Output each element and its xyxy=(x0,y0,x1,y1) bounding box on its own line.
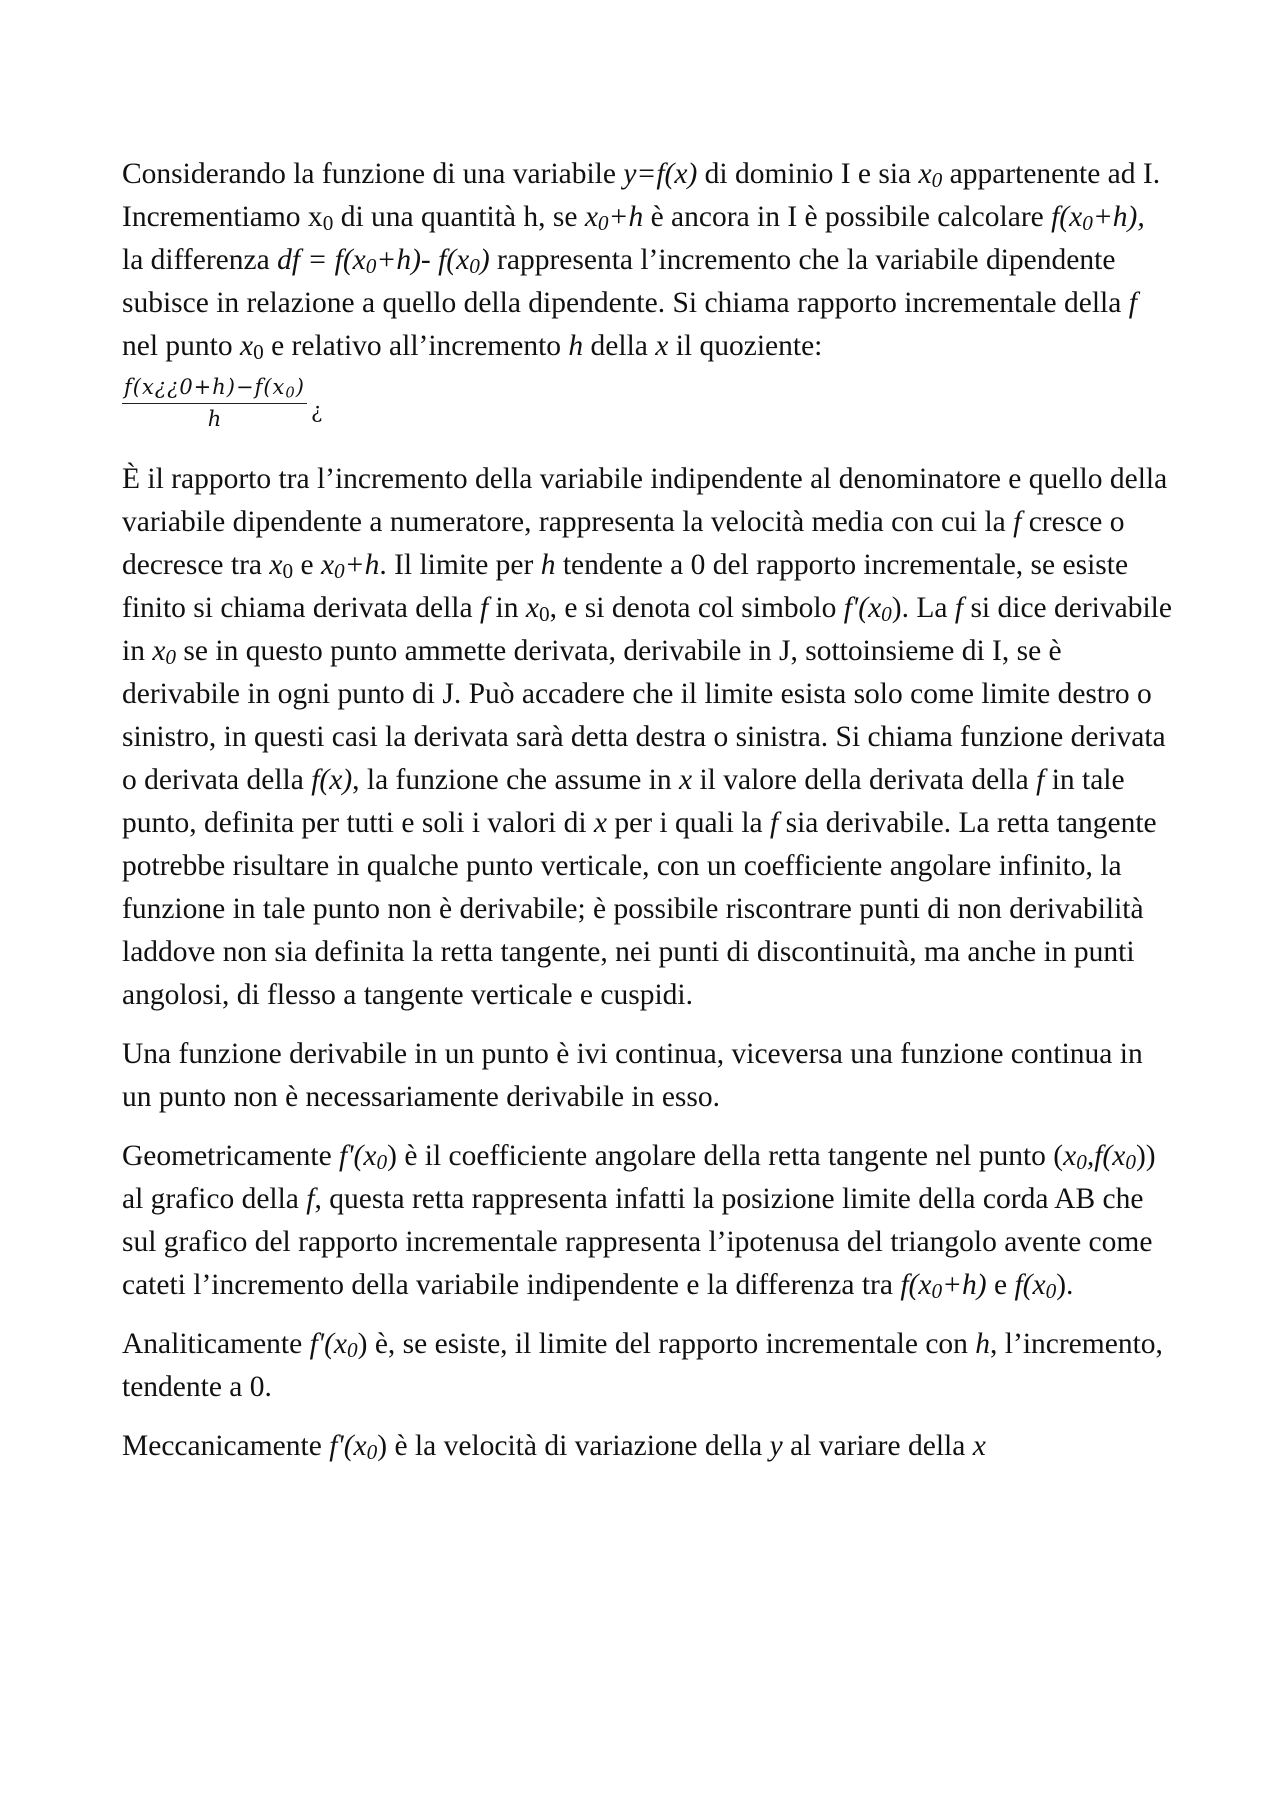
text-italic xyxy=(844,592,892,624)
subscript: 0 xyxy=(1125,1149,1136,1174)
text-italic xyxy=(585,201,643,233)
text-italic: f xyxy=(1128,287,1137,319)
text: cresce o decresce tra xyxy=(122,506,1125,581)
text: il valore della derivata della xyxy=(692,764,1037,796)
subscript: 0 xyxy=(376,1149,388,1174)
text: della xyxy=(583,330,656,362)
text: f'(x xyxy=(339,1140,377,1172)
text-italic: x xyxy=(972,1430,986,1462)
subscript: 0 xyxy=(538,601,550,626)
text: +h)- f(x xyxy=(376,244,470,276)
text: È il rapporto tra l’incremento della variabile indipendente al denominatore e quello della variabile dipendente a numeratore, rappresenta la velocità media con cui la xyxy=(122,463,1168,538)
text-italic xyxy=(1014,1269,1056,1301)
subscript: 0 xyxy=(931,167,943,192)
text-italic xyxy=(310,1328,358,1360)
text: ) xyxy=(891,592,902,624)
text-italic: x xyxy=(593,807,608,839)
subscript: 0 xyxy=(253,339,264,364)
text-italic: y xyxy=(769,1430,783,1462)
subscript: 0 xyxy=(322,210,334,235)
subscript: 0 xyxy=(365,253,377,278)
text: la differenza xyxy=(122,244,278,276)
text-italic: h xyxy=(540,549,556,581)
paragraph-mechanical xyxy=(122,1425,1172,1468)
text: x xyxy=(584,201,598,233)
text: x xyxy=(320,549,335,581)
paragraph-continuity xyxy=(122,1033,1172,1119)
text-italic xyxy=(1051,201,1145,233)
subscript: 0 xyxy=(1045,1278,1057,1303)
text-italic: x xyxy=(525,592,539,624)
text-italic: x xyxy=(240,330,254,362)
text: +h xyxy=(344,549,380,581)
subscript: 0 xyxy=(1076,1149,1087,1174)
text: +h) xyxy=(942,1269,987,1301)
subscript: 0 xyxy=(881,601,892,626)
text-italic: f(x) xyxy=(311,764,353,796)
document-body xyxy=(122,153,1172,1484)
text: , l’incremento, tendente a 0. xyxy=(122,1328,1163,1403)
text-italic xyxy=(277,244,490,276)
text: il quoziente: xyxy=(668,330,823,362)
text-italic xyxy=(1063,1140,1136,1172)
text: f(x¿¿0+h)−f(x xyxy=(124,375,286,399)
text: tendente a 0 del rapporto incrementale, se esiste finito si chiama derivata della xyxy=(122,549,1129,624)
text: di dominio I e sia xyxy=(697,158,919,190)
text: ,f(x xyxy=(1086,1140,1126,1172)
text: è ancora in I è possibile calcolare xyxy=(643,201,1052,233)
text: ) xyxy=(295,375,305,399)
text: Analiticamente xyxy=(122,1328,310,1360)
text: rappresenta l’incremento che la variabile dipendente subisce in relazione a quello della dipendente. Si chiama rapporto incrementale della xyxy=(122,244,1129,319)
text: , la funzione che assume in xyxy=(352,764,679,796)
text: df = f(x xyxy=(277,244,366,276)
subscript: 0 xyxy=(282,558,294,583)
text: di una quantità h, se xyxy=(333,201,585,233)
paragraph-definition xyxy=(122,153,1172,368)
subscript: 0 xyxy=(334,558,345,583)
subscript: 0 xyxy=(285,384,296,402)
text-italic: x xyxy=(679,764,693,796)
text: si dice derivabile in xyxy=(122,592,1172,667)
text-italic: f xyxy=(479,592,489,624)
text: è la velocità di variazione della xyxy=(387,1430,770,1462)
text: al grafico della xyxy=(122,1183,307,1215)
text: e relativo all’incremento xyxy=(263,330,569,362)
text: , questa retta rappresenta infatti la posizione limite della corda AB che sul grafico del rapporto incrementale rappresenta l’ipotenusa del triangolo avente come cateti l’incremento della variabile indipendente e la differenza tra xyxy=(122,1183,1153,1301)
text: ) xyxy=(479,244,490,276)
text: sia derivabile. La retta tangente potrebbe risultare in qualche punto verticale, con un coefficiente angolare infinito, la funzione in tale punto non è derivabile; è possibile riscontrare punti di non derivabilità laddove non sia definita la retta tangente, nei punti di discontinuità, ma anche in punti angolosi, di flesso a tangente verticale e cuspidi. xyxy=(122,807,1157,1011)
text-italic: f xyxy=(770,807,779,839)
text: Considerando la funzione di una variabile xyxy=(122,158,624,190)
text: in xyxy=(488,592,526,624)
subscript: 0 xyxy=(1082,210,1093,235)
text: è il coefficiente angolare della retta tangente nel punto ( xyxy=(396,1140,1064,1172)
subscript: 0 xyxy=(165,644,177,669)
text: +h), xyxy=(1092,201,1145,233)
text-italic: h xyxy=(975,1328,991,1360)
text-italic: f xyxy=(1036,764,1045,796)
text: f'(x xyxy=(309,1328,348,1360)
text: e xyxy=(293,549,321,581)
text-italic: f xyxy=(1013,506,1022,538)
text: ) xyxy=(387,1140,397,1172)
text: ) xyxy=(377,1430,388,1462)
text-italic xyxy=(919,158,943,190)
fraction-numerator xyxy=(122,372,307,404)
text-italic xyxy=(321,549,379,581)
text-italic xyxy=(152,635,176,667)
subscript: 0 xyxy=(931,1278,943,1303)
text: è, se esiste, il limite del rapporto incrementale con xyxy=(367,1328,976,1360)
text: x xyxy=(918,158,932,190)
text: al variare della xyxy=(782,1430,973,1462)
subscript: 0 xyxy=(347,1337,358,1362)
subscript: 0 xyxy=(366,1439,378,1464)
text: Geometricamente xyxy=(122,1140,340,1172)
text-italic: y=f(x) xyxy=(623,158,698,190)
text-italic xyxy=(329,1430,377,1462)
text-italic: x xyxy=(655,330,669,362)
text: appartenente ad I. Incrementiamo x xyxy=(122,158,1161,233)
text: f'(x xyxy=(843,592,882,624)
text: Una funzione derivabile in un punto è ivi continua, viceversa una funzione continua in un punto non è necessariamente derivabile in esso. xyxy=(122,1038,1143,1113)
fraction-denominator: h xyxy=(207,407,222,431)
text: . La xyxy=(901,592,955,624)
text: f(x xyxy=(1014,1269,1046,1301)
text: )) xyxy=(1135,1140,1156,1172)
text-italic: x xyxy=(269,549,283,581)
text: x xyxy=(1063,1140,1077,1172)
text: , e si denota col simbolo xyxy=(549,592,844,624)
text: e xyxy=(986,1269,1015,1301)
text: . Il limite per xyxy=(379,549,541,581)
fraction xyxy=(122,372,307,434)
text-italic: f xyxy=(954,592,964,624)
text: se in questo punto ammette derivata, derivabile in J, sottoinsieme di I, se è derivabile in ogni punto di J. Può accadere che il limite esista solo come limite destro o sinistro, in questi casi la derivata sarà detta destra o sinistra. Si chiama funzione derivata o derivata della xyxy=(122,635,1166,796)
text: +h xyxy=(608,201,644,233)
text-italic: h xyxy=(568,330,584,362)
text: per i quali la xyxy=(607,807,771,839)
text: f'(x xyxy=(329,1430,367,1462)
text: f(x xyxy=(900,1269,932,1301)
formula-trailing-glyph: ¿ xyxy=(310,399,323,423)
paragraph-analytic xyxy=(122,1323,1172,1409)
text: in tale punto, definita per tutti e soli i valori di xyxy=(122,764,1125,839)
text: x xyxy=(152,635,166,667)
text-italic xyxy=(339,1140,387,1172)
text: ). xyxy=(1056,1269,1074,1301)
text: Meccanicamente xyxy=(122,1430,330,1462)
text: ) xyxy=(357,1328,368,1360)
text-italic xyxy=(900,1269,986,1301)
subscript: 0 xyxy=(469,253,480,278)
paragraph-derivative xyxy=(122,458,1172,1017)
paragraph-geometric xyxy=(122,1135,1172,1307)
difference-quotient-formula xyxy=(122,372,322,436)
subscript: 0 xyxy=(597,210,609,235)
text-italic: f xyxy=(306,1183,315,1215)
text: nel punto xyxy=(122,330,240,362)
text: f(x xyxy=(1051,201,1083,233)
